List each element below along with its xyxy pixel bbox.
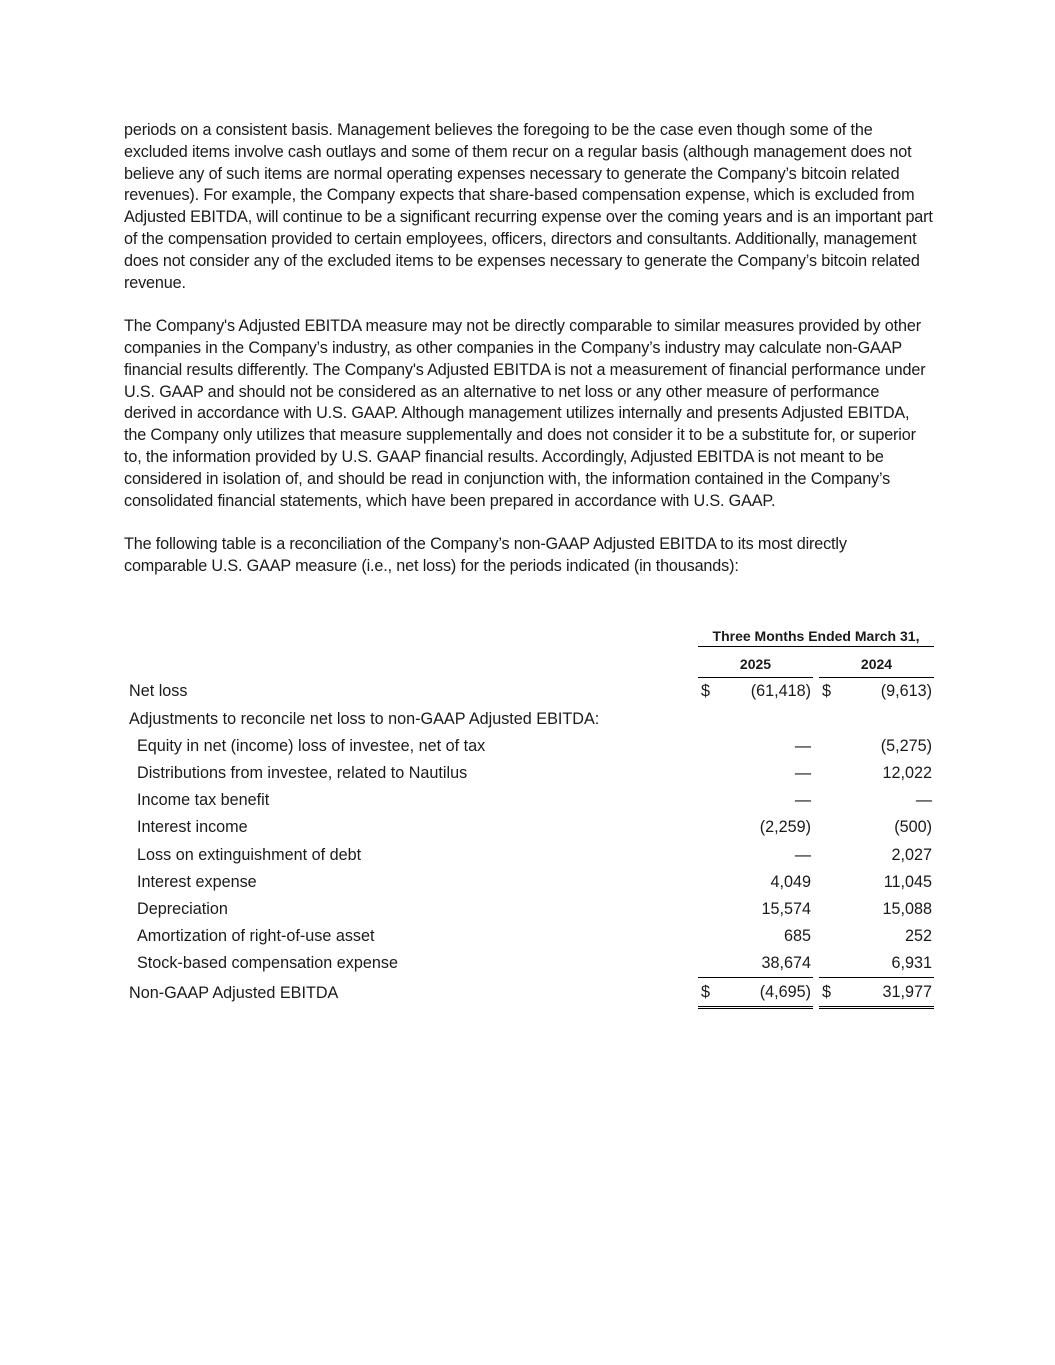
currency-symbol bbox=[819, 760, 840, 787]
value-2024: 31,977 bbox=[840, 977, 934, 1008]
currency-symbol bbox=[819, 733, 840, 760]
value-2025: — bbox=[794, 791, 811, 810]
reconciliation-table bbox=[124, 624, 934, 1009]
row-label: Interest income bbox=[137, 818, 248, 837]
table-row bbox=[124, 923, 934, 950]
row-label: Net loss bbox=[129, 682, 188, 701]
table-row bbox=[124, 950, 934, 977]
currency-symbol bbox=[819, 787, 840, 814]
currency-symbol bbox=[819, 896, 840, 923]
currency-symbol: $ bbox=[819, 977, 840, 1008]
currency-symbol bbox=[698, 842, 719, 869]
paragraph-comparability: The Company's Adjusted EBITDA measure may not be directly comparable to similar measures provided by other companies in the Company’s industry, as other companies in the Company’s industry may calculate non-GAAP financial results differently. The Company's Adjusted EBITDA is not a measurement of financial performance under U.S. GAAP and should not be considered as an alternative to net loss or any other measure of performance derived in accordance with U.S. GAAP. Although management utilizes internally and presents Adjusted EBITDA, the Company only utilizes that measure supplementally and does not consider it to be a substitute for, or superior to, the information provided by U.S. GAAP financial results. Accordingly, Adjusted EBITDA is not meant to be considered in isolation of, and should be read in conjunction with, the information contained in the Company’s consolidated financial statements, which have been prepared in accordance with U.S. GAAP. bbox=[124, 317, 926, 510]
row-label: Non-GAAP Adjusted EBITDA bbox=[129, 983, 339, 1002]
value-2025: (61,418) bbox=[750, 682, 811, 701]
paragraph-table-intro: The following table is a reconciliation of the Company’s non-GAAP Adjusted EBITDA to its most directly comparable U.S. GAAP measure (i.e., net loss) for the periods indicated (in thousands): bbox=[124, 535, 847, 575]
row-label: Amortization of right-of-use asset bbox=[137, 927, 375, 946]
table-row bbox=[124, 842, 934, 869]
row-label: Income tax benefit bbox=[137, 791, 270, 810]
value-2024: 15,088 bbox=[882, 899, 932, 918]
currency-symbol: $ bbox=[822, 682, 832, 701]
table-row bbox=[124, 678, 934, 705]
currency-symbol bbox=[698, 923, 719, 950]
currency-symbol bbox=[819, 869, 840, 896]
row-label: Interest expense bbox=[137, 872, 257, 891]
currency-symbol bbox=[698, 733, 719, 760]
currency-symbol: $ bbox=[698, 977, 719, 1008]
value-2024: 11,045 bbox=[883, 872, 932, 891]
table-row bbox=[124, 869, 934, 896]
value-2024: (9,613) bbox=[880, 682, 932, 701]
currency-symbol bbox=[819, 814, 840, 841]
table-row bbox=[124, 896, 934, 923]
period-header: Three Months Ended March 31, bbox=[698, 628, 934, 647]
value-2025: — bbox=[794, 764, 811, 783]
value-2025: — bbox=[794, 736, 811, 755]
value-2025: 38,674 bbox=[761, 954, 811, 973]
currency-symbol bbox=[819, 842, 840, 869]
value-2025: (4,695) bbox=[719, 977, 813, 1008]
value-2025: 4,049 bbox=[770, 872, 811, 891]
row-label: Equity in net (income) loss of investee, net of tax bbox=[137, 736, 486, 755]
currency-symbol bbox=[698, 869, 719, 896]
value-2024: — bbox=[915, 791, 932, 810]
row-label: Depreciation bbox=[137, 899, 228, 918]
currency-symbol bbox=[698, 814, 719, 841]
currency-symbol bbox=[698, 896, 719, 923]
row-label: Distributions from investee, related to Nautilus bbox=[137, 764, 468, 783]
currency-symbol bbox=[819, 950, 840, 977]
document-body bbox=[124, 120, 934, 600]
value-2024: 252 bbox=[904, 927, 932, 946]
currency-symbol bbox=[698, 787, 719, 814]
table-row bbox=[124, 787, 934, 814]
table-row bbox=[124, 706, 934, 733]
currency-symbol bbox=[698, 950, 719, 977]
value-2025: — bbox=[794, 845, 811, 864]
table-row-total bbox=[124, 977, 934, 1008]
currency-symbol bbox=[698, 760, 719, 787]
row-label: Loss on extinguishment of debt bbox=[137, 845, 362, 864]
row-label: Adjustments to reconcile net loss to non-GAAP Adjusted EBITDA: bbox=[129, 709, 600, 728]
paragraph-exclusions: periods on a consistent basis. Management believes the foregoing to be the case even though some of the excluded items involve cash outlays and some of them recur on a regular basis (although management does not believe any of such items are normal operating expenses necessary to generate the Company’s bitcoin related revenues). For example, the Company expects that share-based compensation expense, which is excluded from Adjusted EBITDA, will continue to be a significant recurring expense over the coming years and is an important part of the compensation provided to certain employees, officers, directors and consultants. Additionally, management does not consider any of the excluded items to be expenses necessary to generate the Company’s bitcoin related revenue. bbox=[124, 121, 933, 292]
column-header-2025: 2025 bbox=[698, 651, 813, 678]
value-2025: (2,259) bbox=[759, 818, 811, 837]
value-2024: 12,022 bbox=[882, 764, 932, 783]
table-row bbox=[124, 733, 934, 760]
value-2024: (500) bbox=[894, 818, 932, 837]
value-2024: 6,931 bbox=[891, 954, 932, 973]
currency-symbol bbox=[819, 923, 840, 950]
table-row bbox=[124, 814, 934, 841]
column-header-2024: 2024 bbox=[819, 651, 934, 678]
currency-symbol: $ bbox=[701, 682, 711, 701]
table-row bbox=[124, 760, 934, 787]
value-2025: 15,574 bbox=[761, 899, 811, 918]
value-2025: 685 bbox=[783, 927, 811, 946]
value-2024: (5,275) bbox=[880, 736, 932, 755]
value-2024: 2,027 bbox=[891, 845, 932, 864]
row-label: Stock-based compensation expense bbox=[137, 954, 398, 973]
